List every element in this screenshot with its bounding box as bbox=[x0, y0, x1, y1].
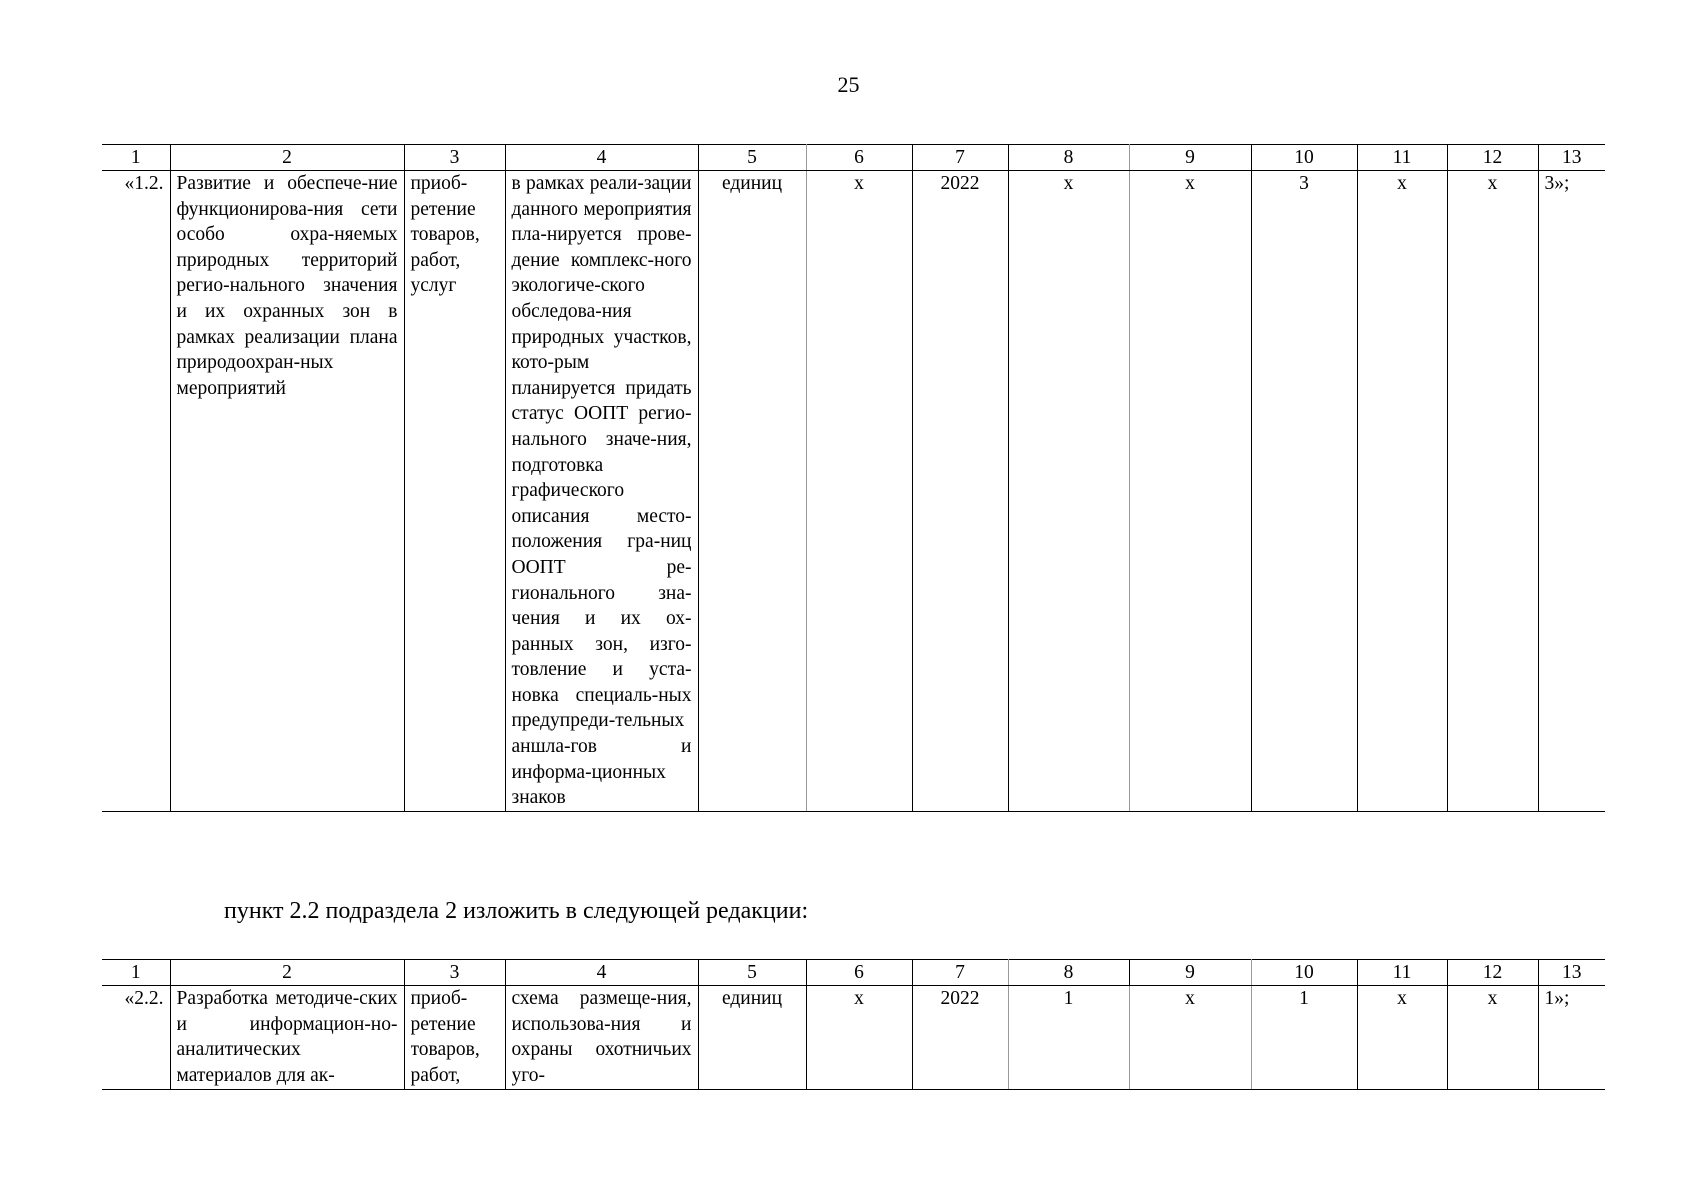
cell-col11: х bbox=[1357, 986, 1447, 1090]
column-header: 6 bbox=[806, 960, 912, 986]
column-header: 11 bbox=[1357, 145, 1447, 171]
cell-text: приоб-ретение товаров, работ, bbox=[410, 988, 480, 1086]
cell-unit: единиц bbox=[698, 171, 806, 812]
column-header: 6 bbox=[806, 145, 912, 171]
column-header: 8 bbox=[1008, 960, 1129, 986]
column-header: 7 bbox=[912, 145, 1008, 171]
instruction-text: пункт 2.2 подраздела 2 изложить в следующей редакции: bbox=[224, 898, 809, 924]
cell-expense-type bbox=[404, 986, 505, 1090]
cell-col8: х bbox=[1008, 171, 1129, 812]
column-header: 9 bbox=[1129, 145, 1251, 171]
column-header: 4 bbox=[505, 960, 698, 986]
cell-col13: 1»; bbox=[1538, 986, 1605, 1090]
plan-table-2 bbox=[102, 959, 1605, 1090]
cell-col9: х bbox=[1129, 171, 1251, 812]
cell-col11: х bbox=[1357, 171, 1447, 812]
column-header: 7 bbox=[912, 960, 1008, 986]
cell-item-number: «1.2. bbox=[102, 171, 170, 812]
column-header: 12 bbox=[1447, 960, 1538, 986]
page-number: 25 bbox=[837, 72, 860, 97]
table-header-row bbox=[102, 960, 1605, 986]
column-header: 8 bbox=[1008, 145, 1129, 171]
cell-text: «2.2. bbox=[124, 988, 164, 1009]
column-header: 5 bbox=[698, 145, 806, 171]
cell-col12: х bbox=[1447, 171, 1538, 812]
cell-activity-name: Развитие и обеспече-ние функционирова-ния сети особо охра-няемых природных территорий регио-нального значения и их охранных зон в рамках реализации плана природоохран-ных мероприятий bbox=[170, 171, 404, 812]
column-header: 2 bbox=[170, 145, 404, 171]
cell-col13: 3»; bbox=[1538, 171, 1605, 812]
cell-col6: х bbox=[806, 986, 912, 1090]
plan-table-1 bbox=[102, 144, 1605, 812]
column-header: 12 bbox=[1447, 145, 1538, 171]
cell-year: 2022 bbox=[912, 171, 1008, 812]
table-header-row bbox=[102, 145, 1605, 171]
column-header: 13 bbox=[1538, 960, 1605, 986]
cell-description: в рамках реали-зации данного мероприятия пла-нируется прове-дение комплекс-ного экологиче-ского обследова-ния природных участков, кото-рым планируется придать статус ООПТ регио-нального значе-ния, подготовка графического описания место-положения гра-ниц ООПТ ре-гионального зна-чения и их ох-ранных зон, изго-товление и уста-новка специаль-ных предупреди-тельных аншла-гов и информа-ционных знаков bbox=[505, 171, 698, 812]
column-header: 3 bbox=[404, 960, 505, 986]
column-header: 3 bbox=[404, 145, 505, 171]
cell-col9: х bbox=[1129, 986, 1251, 1090]
cell-year: 2022 bbox=[912, 986, 1008, 1090]
cell-col10: 1 bbox=[1251, 986, 1357, 1090]
column-header: 5 bbox=[698, 960, 806, 986]
column-header: 1 bbox=[102, 145, 170, 171]
column-header: 11 bbox=[1357, 960, 1447, 986]
cell-col10: 3 bbox=[1251, 171, 1357, 812]
cell-description bbox=[505, 986, 698, 1090]
column-header: 9 bbox=[1129, 960, 1251, 986]
column-header: 13 bbox=[1538, 145, 1605, 171]
cell-text: схема размеще-ния, использова-ния и охраны охотничьих уго- bbox=[511, 988, 692, 1086]
cell-col12: х bbox=[1447, 986, 1538, 1090]
cell-col8: 1 bbox=[1008, 986, 1129, 1090]
cell-text: Разработка методиче-ских и информацион-но-аналитических материалов для ак- bbox=[176, 988, 398, 1086]
cell-unit: единиц bbox=[698, 986, 806, 1090]
cell-expense-type: приоб-ретение товаров, работ, услуг bbox=[404, 171, 505, 812]
cell-item-number bbox=[102, 986, 170, 1090]
column-header: 2 bbox=[170, 960, 404, 986]
column-header: 4 bbox=[505, 145, 698, 171]
column-header: 1 bbox=[102, 960, 170, 986]
cell-col6: х bbox=[806, 171, 912, 812]
column-header: 10 bbox=[1251, 960, 1357, 986]
table-row bbox=[102, 171, 1605, 812]
column-header: 10 bbox=[1251, 145, 1357, 171]
cell-activity-name bbox=[170, 986, 404, 1090]
table-row bbox=[102, 986, 1605, 1090]
